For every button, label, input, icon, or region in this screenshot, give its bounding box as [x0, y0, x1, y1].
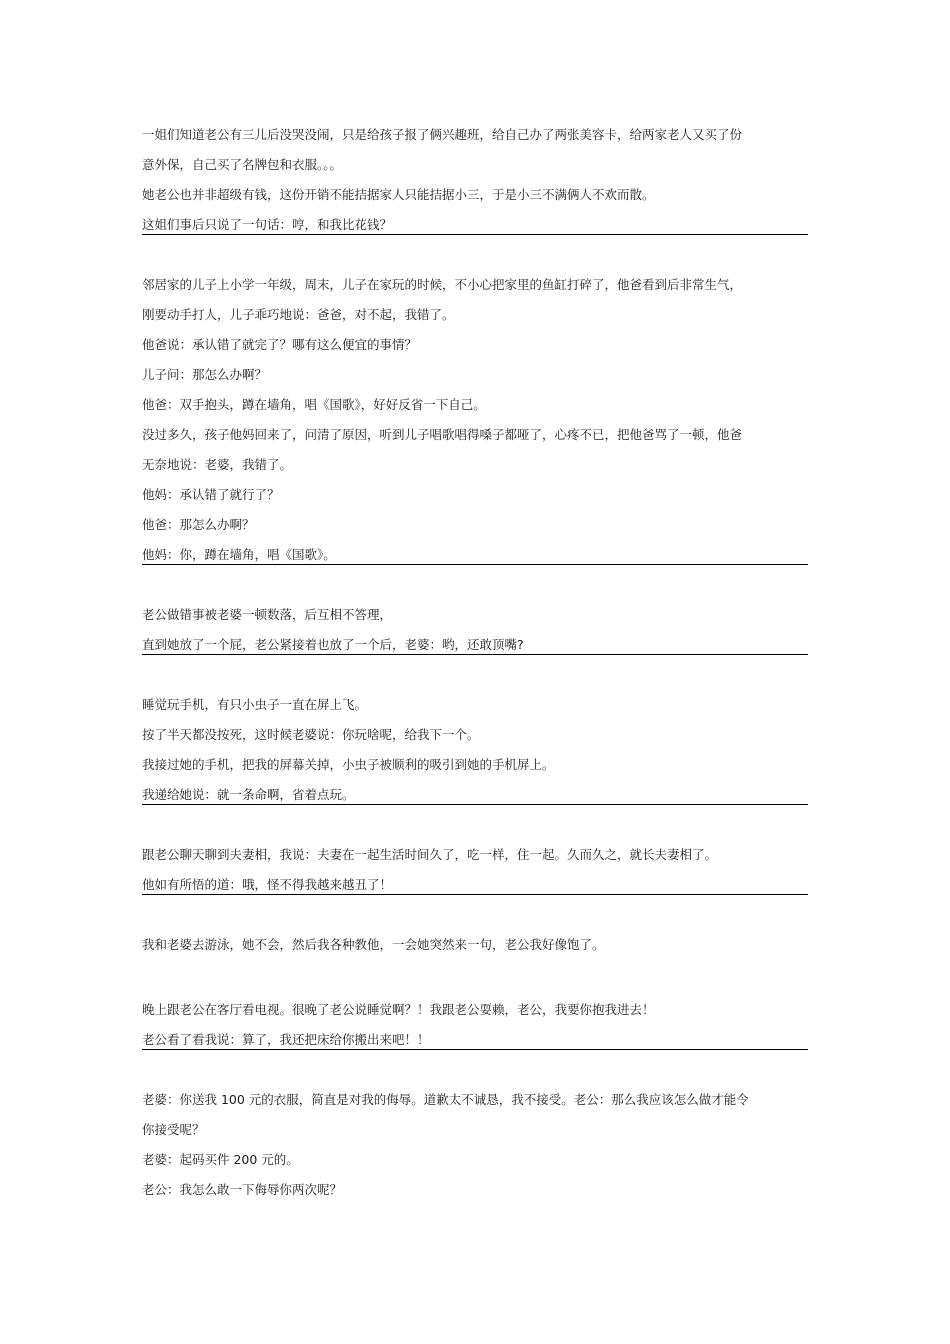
joke-story: [142, 270, 808, 565]
joke-story: [142, 930, 808, 960]
story-line: 跟老公聊天聊到夫妻相，我说：夫妻在一起生活时间久了，吃一样，住一起。久而久之，就长夫妻相了。: [142, 847, 718, 862]
story-line: 刚要动手打人，儿子乖巧地说：爸爸，对不起，我错了。: [142, 307, 455, 322]
story-line: 无奈地说：老婆，我错了。: [142, 457, 293, 472]
story-line: 直到她放了一个屁，老公紧接着也放了一个后，老婆：哟，还敢顶嘴?: [142, 637, 524, 652]
joke-story: [142, 840, 808, 895]
story-line: 老公：我怎么敢一下侮辱你两次呢？: [142, 1182, 343, 1197]
joke-story: [142, 995, 808, 1050]
story-line: 她老公也并非超级有钱，这份开销不能拮据家人只能拮据小三，于是小三不满俩人不欢而散。: [142, 187, 655, 202]
story-line: 按了半天都没按死，这时候老婆说：你玩啥呢，给我下一个。: [142, 727, 480, 742]
joke-story: [142, 690, 808, 805]
section-gap: [142, 1050, 808, 1085]
story-line: 没过多久，孩子他妈回来了，问清了原因，听到儿子唱歌唱得嗓子都哑了，心疼不已，把他爸骂了一顿，他爸: [142, 427, 743, 442]
joke-story: [142, 1085, 808, 1205]
story-line: 老婆：起码买件 200 元的。: [142, 1152, 299, 1167]
section-gap: [142, 565, 808, 600]
story-line: 儿子问：那怎么办啊？: [142, 367, 268, 382]
story-line: 他如有所悟的道：哦，怪不得我越来越丑了！: [142, 877, 393, 892]
story-line: 我和老婆去游泳，她不会，然后我各种教他，一会她突然来一句，老公我好像饱了。: [142, 937, 605, 952]
section-gap: [142, 895, 808, 930]
document-page: [142, 120, 808, 1205]
joke-story: [142, 120, 808, 235]
section-gap: [142, 805, 808, 840]
story-line: 你接受呢？: [142, 1122, 205, 1137]
story-line: 他爸说：承认错了就完了？哪有这么便宜的事情？: [142, 337, 418, 352]
joke-story: [142, 600, 808, 655]
story-line: 意外保，自己买了名牌包和衣服。。。: [142, 157, 343, 172]
section-gap: [142, 960, 808, 995]
section-gap: [142, 235, 808, 270]
story-line: 睡觉玩手机，有只小虫子一直在屏上飞。: [142, 697, 368, 712]
story-line: 我递给她说：就一条命啊，省着点玩。: [142, 787, 355, 802]
story-line: 他爸：双手抱头，蹲在墙角，唱《国歌》，好好反省一下自己。: [142, 397, 486, 412]
section-gap: [142, 655, 808, 690]
story-line: 他爸：那怎么办啊？: [142, 517, 255, 532]
story-line: 他妈：你，蹲在墙角，唱《国歌》。: [142, 547, 336, 562]
story-line: 他妈：承认错了就行了？: [142, 487, 280, 502]
story-line: 这姐们事后只说了一句话：哼，和我比花钱？: [142, 217, 393, 232]
story-line: 老婆：你送我 100 元的衣服，简直是对我的侮辱。道歉太不诚恳，我不接受。老公：那么我应该怎么做才能令: [142, 1092, 749, 1107]
story-line: 老公看了看我说：算了，我还把床给你搬出来吧！！: [142, 1032, 430, 1047]
story-line: 我接过她的手机，把我的屏幕关掉，小虫子被顺利的吸引到她的手机屏上。: [142, 757, 555, 772]
story-line: 晚上跟老公在客厅看电视。很晚了老公说睡觉啊？！我跟老公耍赖，老公，我要你抱我进去！: [142, 1002, 655, 1017]
story-line: 老公做错事被老婆一顿数落，后互相不答理，: [142, 607, 393, 622]
story-line: 一姐们知道老公有三儿后没哭没闹，只是给孩子报了俩兴趣班，给自己办了两张美容卡，给两家老人又买了份: [142, 127, 743, 142]
story-line: 邻居家的儿子上小学一年级，周末，儿子在家玩的时候，不小心把家里的鱼缸打碎了，他爸看到后非常生气，: [142, 277, 743, 292]
